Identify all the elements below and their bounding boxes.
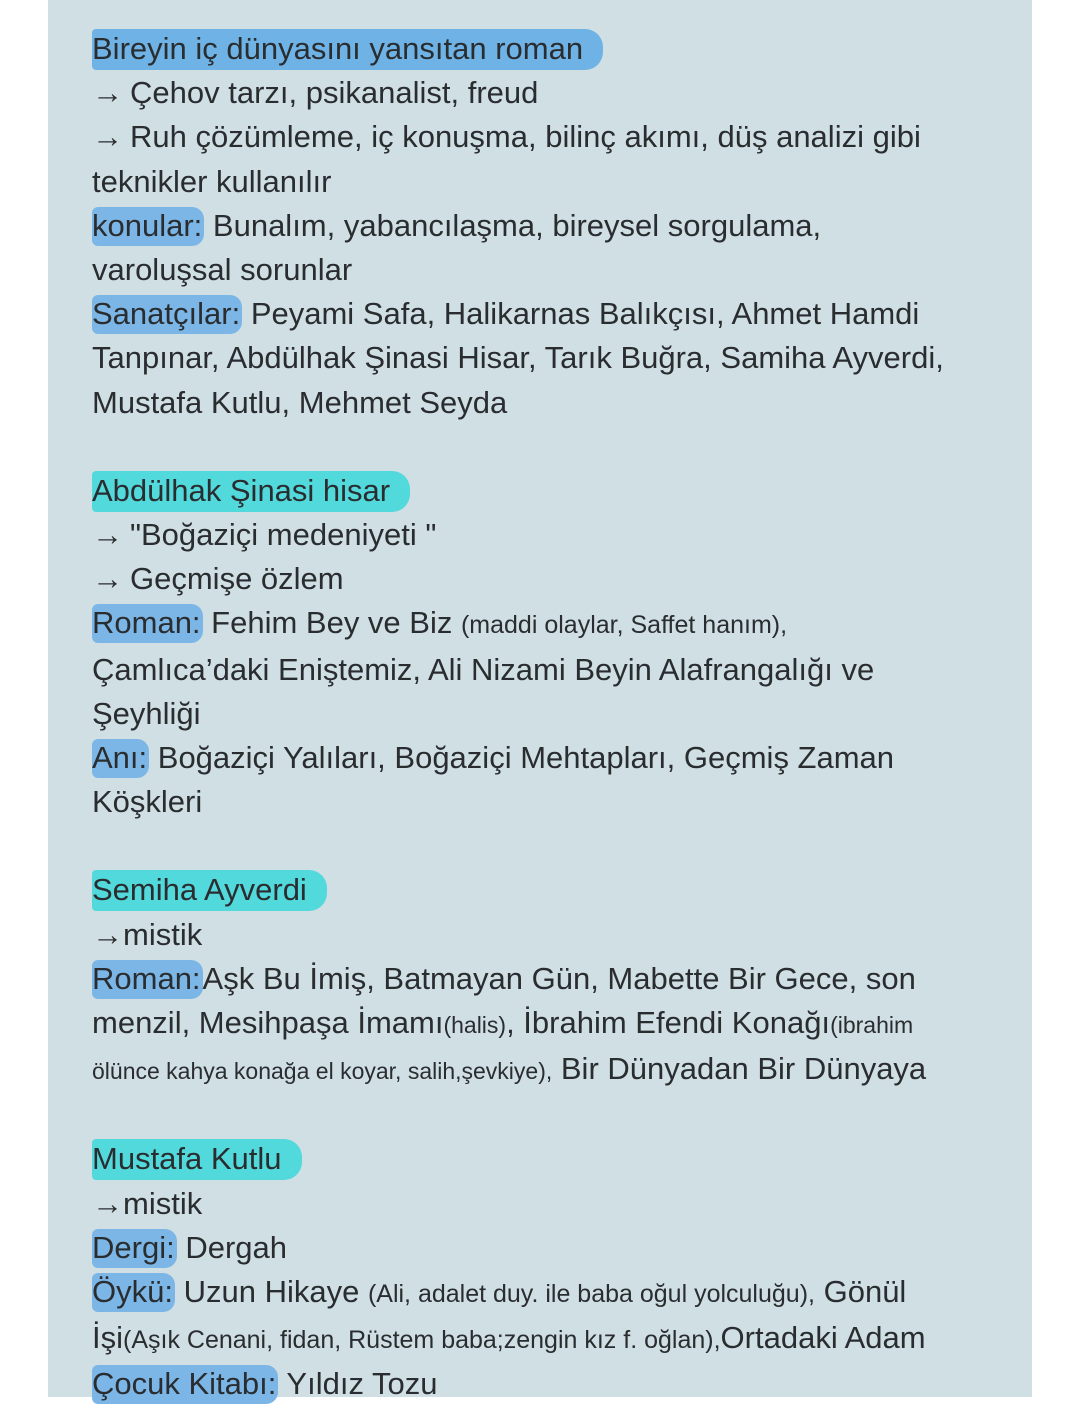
text-line <box>92 1316 992 1362</box>
memoir-label: Anı: <box>92 739 149 778</box>
arrow-icon: → <box>92 561 123 597</box>
novel-label: Roman: <box>92 604 203 643</box>
topics-line <box>92 204 992 248</box>
bullet-line <box>92 115 992 159</box>
section-title-line <box>92 868 992 912</box>
section-kutlu <box>92 1137 992 1406</box>
note-text: ölünce kahya konağa el koyar, salih,şevkiye), <box>92 1058 553 1085</box>
note-text: (halis) <box>443 1012 507 1039</box>
bullet-text: Çehov tarzı, psikanalist, freud <box>130 75 539 111</box>
artists-label: Sanatçılar: <box>92 295 242 334</box>
section-title-line <box>92 27 992 71</box>
novel-line <box>92 601 992 647</box>
text-line: varoluşsal sorunlar <box>92 252 353 288</box>
topics-label: konular: <box>92 207 204 246</box>
text-line: Şeyhliği <box>92 695 201 731</box>
bullet-text: mistik <box>123 1185 203 1221</box>
text-line: teknikler kullanılır <box>92 163 332 199</box>
artists-text: Peyami Safa, Halikarnas Balıkçısı, Ahmet Hamdi <box>242 296 920 332</box>
notes-content <box>92 27 992 1407</box>
section-title: Bireyin iç dünyasını yansıtan roman <box>92 29 603 70</box>
section-title: Abdülhak Şinasi hisar <box>92 471 410 512</box>
arrow-icon: → <box>92 916 123 952</box>
story-line <box>92 1270 992 1316</box>
novel-text: Aşk Bu İmiş, Batmayan Gün, Mabette Bir Gece, son <box>202 960 916 996</box>
spacer <box>92 1093 992 1137</box>
bullet-text: Geçmişe özlem <box>130 561 344 597</box>
spacer <box>92 425 992 469</box>
story-text: Uzun Hikaye <box>174 1274 368 1310</box>
bullet-line <box>92 71 992 115</box>
arrow-icon: → <box>92 1185 123 1221</box>
section-title-line <box>92 469 992 513</box>
novel-text: Fehim Bey ve Biz <box>202 605 461 641</box>
novel-text: menzil, Mesihpaşa İmamı <box>92 1005 444 1041</box>
story-text: Gönül <box>814 1274 907 1310</box>
section-title-line <box>92 1137 992 1181</box>
child-book-text: Yıldız Tozu <box>278 1366 438 1402</box>
note-text: (Aşık Cenani, fidan, Rüstem baba;zengin kız f. oğlan), <box>123 1326 721 1355</box>
arrow-icon: → <box>92 119 123 155</box>
bullet-text: mistik <box>123 916 203 952</box>
note-text: (maddi olaylar, Saffet hanım), <box>460 611 788 640</box>
text-line: Mustafa Kutlu, Mehmet Seyda <box>92 384 508 420</box>
arrow-icon: → <box>92 75 123 111</box>
child-book-line <box>92 1362 992 1406</box>
section-ayverdi <box>92 868 992 1093</box>
arrow-icon: → <box>92 517 123 553</box>
text-line <box>92 1001 992 1047</box>
story-text: İşi <box>92 1320 123 1356</box>
novel-text: Bir Dünyadan Bir Dünyaya <box>552 1051 927 1087</box>
magazine-line <box>92 1226 992 1270</box>
bullet-line <box>92 513 992 557</box>
magazine-label: Dergi: <box>92 1229 177 1268</box>
child-book-label: Çocuk Kitabı: <box>92 1365 278 1404</box>
section-hisar <box>92 469 992 825</box>
text-line: Çamlıca’daki Eniştemiz, Ali Nizami Beyin Alafrangalığı ve <box>92 651 875 687</box>
bullet-line <box>92 1182 992 1226</box>
novel-label: Roman: <box>92 960 203 999</box>
note-text: (ibrahim <box>830 1012 914 1039</box>
bullet-line <box>92 913 992 957</box>
topics-text: Bunalım, yabancılaşma, bireysel sorgulama, <box>204 207 822 243</box>
spacer <box>92 824 992 868</box>
section-title: Mustafa Kutlu <box>92 1139 302 1180</box>
memoir-line <box>92 736 992 780</box>
text-line: Köşkleri <box>92 784 203 820</box>
story-text: Ortadaki Adam <box>720 1320 926 1356</box>
magazine-text: Dergah <box>176 1229 287 1265</box>
text-line <box>92 1047 992 1093</box>
note-text: (Ali, adalet duy. ile baba oğul yolculuğu), <box>367 1280 815 1309</box>
novel-text: , İbrahim Efendi Konağı <box>506 1005 831 1041</box>
novel-line <box>92 957 992 1001</box>
story-label: Öykü: <box>92 1273 175 1312</box>
bullet-text: "Boğaziçi medeniyeti " <box>130 517 437 553</box>
text-line: Tanpınar, Abdülhak Şinasi Hisar, Tarık Buğra, Samiha Ayverdi, <box>92 340 944 376</box>
artists-line <box>92 292 992 336</box>
memoir-text: Boğaziçi Yalıları, Boğaziçi Mehtapları, Geçmiş Zaman <box>149 740 895 776</box>
bullet-line <box>92 557 992 601</box>
section-inner-world-novel <box>92 27 992 425</box>
bullet-text: Ruh çözümleme, iç konuşma, bilinç akımı, düş analizi gibi <box>130 119 921 155</box>
section-title: Semiha Ayverdi <box>92 870 327 911</box>
